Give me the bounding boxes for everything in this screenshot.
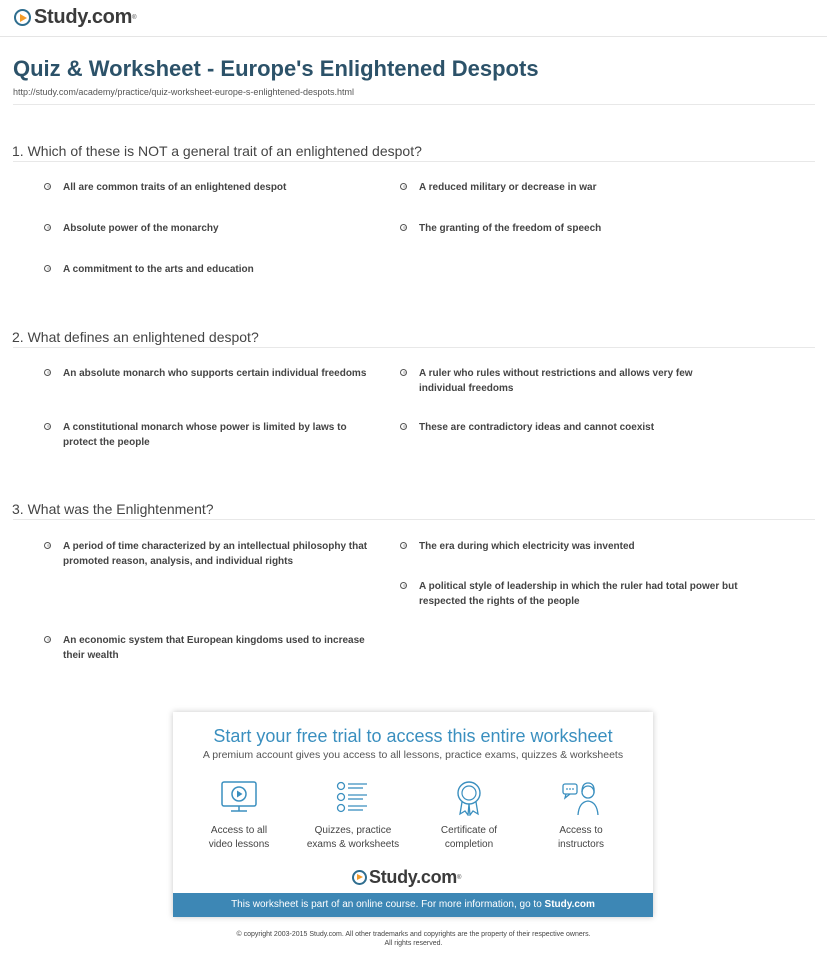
option-label: A constitutional monarch whose power is limited by laws to protect the people <box>63 422 347 448</box>
question-3-option-a[interactable] <box>63 539 383 569</box>
free-trial-promo <box>173 712 653 917</box>
radio-button[interactable] <box>400 423 407 430</box>
radio-button[interactable] <box>400 369 407 376</box>
option-label: Absolute power of the monarchy <box>63 223 219 234</box>
feature-label-line1: Access to <box>559 825 603 836</box>
option-label: A commitment to the arts and education <box>63 264 254 275</box>
option-label: These are contradictory ideas and cannot coexist <box>419 422 655 433</box>
page-title: Quiz & Worksheet - Europe's Enlightened Despots <box>13 56 539 81</box>
question-1-title: 1. Which of these is NOT a general trait of an enlightened despot? <box>12 143 422 159</box>
play-logo-icon <box>352 870 367 885</box>
video-lesson-icon <box>219 780 259 816</box>
question-1-option-e[interactable] <box>63 262 383 277</box>
feature-label-line1: Access to all <box>210 825 268 836</box>
radio-button[interactable] <box>44 224 51 231</box>
copyright-line: © copyright 2003-2015 Study.com. All other trademarks and copyrights are the property of their respective owners. <box>236 931 591 938</box>
option-label: A period of time characterized by an intellectual philosophy that promoted reason, analysis, and individual rights <box>63 541 368 567</box>
option-label: All are common traits of an enlightened despot <box>63 182 287 193</box>
radio-button[interactable] <box>400 542 407 549</box>
question-3-divider <box>13 519 815 520</box>
bar-text: This worksheet is part of an online course. For more information, go to <box>231 899 545 910</box>
page-url: http://study.com/academy/practice/quiz-worksheet-europe-s-enlightened-despots.html <box>13 87 354 97</box>
feature-quizzes <box>303 780 403 852</box>
header-divider <box>0 36 827 37</box>
promo-subtitle: A premium account gives you access to all lessons, practice exams, quizzes & worksheets <box>202 749 624 761</box>
question-1-option-d[interactable] <box>419 221 739 236</box>
question-2-option-b[interactable] <box>419 366 729 396</box>
question-3-option-d[interactable] <box>63 633 381 663</box>
question-2-divider <box>13 347 815 348</box>
feature-video-lessons <box>189 780 289 852</box>
radio-button[interactable] <box>44 265 51 272</box>
title-divider <box>13 104 815 105</box>
radio-button[interactable] <box>44 636 51 643</box>
radio-button[interactable] <box>400 224 407 231</box>
radio-button[interactable] <box>400 183 407 190</box>
logo-text: Study.com <box>34 6 133 28</box>
radio-button[interactable] <box>44 542 51 549</box>
promo-title[interactable]: Start your free trial to access this entire worksheet <box>213 726 613 746</box>
question-2-option-c[interactable] <box>63 420 363 450</box>
rights-line: All rights reserved. <box>384 940 443 947</box>
question-3-option-b[interactable] <box>419 539 739 554</box>
radio-button[interactable] <box>400 582 407 589</box>
option-label: The era during which electricity was invented <box>419 541 635 552</box>
question-2-title: 2. What defines an enlightened despot? <box>12 329 259 345</box>
question-3-option-c[interactable] <box>419 579 739 609</box>
feature-label-line2: instructors <box>557 839 605 850</box>
study-logo[interactable] <box>14 6 136 29</box>
feature-label-line2: completion <box>444 839 494 850</box>
option-label: A political style of leadership in which the ruler had total power but respected the rights of the people <box>419 581 738 607</box>
option-label: The granting of the freedom of speech <box>419 223 602 234</box>
instructor-icon <box>561 780 601 816</box>
play-logo-icon <box>14 9 31 26</box>
promo-study-logo[interactable] <box>352 867 461 888</box>
feature-label-line1: Certificate of <box>440 825 498 836</box>
radio-button[interactable] <box>44 369 51 376</box>
option-label: A reduced military or decrease in war <box>419 182 597 193</box>
course-info-bar <box>173 893 653 917</box>
logo-text: Study.com <box>369 867 457 887</box>
question-2-option-d[interactable] <box>419 420 739 435</box>
study-link[interactable]: Study.com <box>544 899 595 910</box>
option-label: An economic system that European kingdoms used to increase their wealth <box>63 635 365 661</box>
question-1-option-a[interactable] <box>63 180 383 195</box>
option-label: A ruler who rules without restrictions and allows very few individual freedoms <box>419 368 693 394</box>
question-1-option-b[interactable] <box>419 180 739 195</box>
logo-trademark: ® <box>132 14 137 21</box>
feature-certificate <box>419 780 519 852</box>
feature-label-line2: exams & worksheets <box>306 839 400 850</box>
feature-label-line2: video lessons <box>208 839 270 850</box>
feature-instructors <box>531 780 631 852</box>
quiz-list-icon <box>333 780 373 816</box>
radio-button[interactable] <box>44 423 51 430</box>
question-1-option-c[interactable] <box>63 221 383 236</box>
radio-button[interactable] <box>44 183 51 190</box>
question-1-divider <box>13 161 815 162</box>
feature-label-line1: Quizzes, practice <box>314 825 392 836</box>
logo-trademark: ® <box>456 874 462 881</box>
question-3-title: 3. What was the Enlightenment? <box>12 501 214 517</box>
question-2-option-a[interactable] <box>63 366 383 381</box>
certificate-icon <box>449 780 489 816</box>
option-label: An absolute monarch who supports certain individual freedoms <box>63 368 367 379</box>
